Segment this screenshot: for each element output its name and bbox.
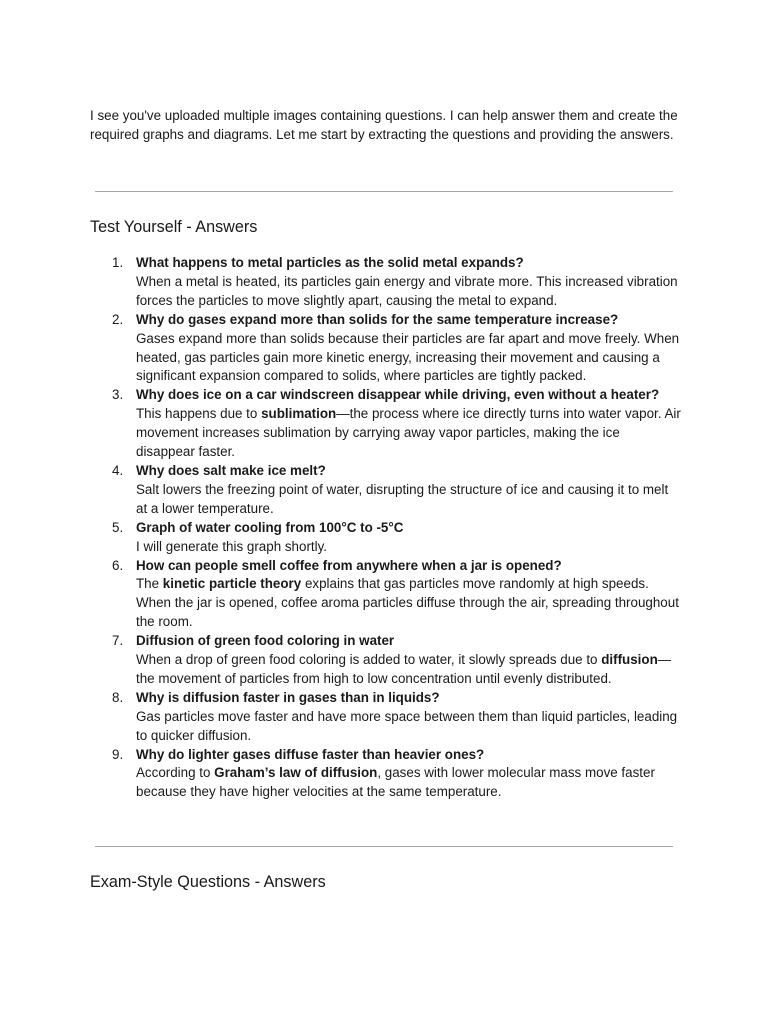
answer-text <box>136 651 682 689</box>
answer-text <box>136 273 682 311</box>
question-text: Why does ice on a car windscreen disappear while driving, even without a heater? <box>136 387 660 403</box>
answer-key-term: Graham’s law of diffusion <box>214 765 378 781</box>
section-divider <box>95 846 673 847</box>
answer-key-term: kinetic particle theory <box>162 576 302 592</box>
answer-item <box>112 746 682 803</box>
answer-text-part: Gases expand more than solids because their particles are far apart and move freely. When heated, gas particles gain more kinetic energy, increasing their movement and causing a significant expansion compared to solids, where particles are tightly packed. <box>136 330 680 384</box>
question-text: How can people smell coffee from anywhere when a jar is opened? <box>136 557 562 573</box>
answer-item <box>112 519 682 557</box>
question-text: Why do gases expand more than solids for the same temperature increase? <box>136 311 619 327</box>
item-number: 9. <box>112 746 124 762</box>
item-number: 5. <box>112 519 124 535</box>
answer-text-part: This happens due to <box>136 406 262 422</box>
answer-text <box>136 764 682 802</box>
question-text: Why do lighter gases diffuse faster than heavier ones? <box>136 746 485 762</box>
answer-text-part: When a drop of green food coloring is added to water, it slowly spreads due to <box>136 652 602 668</box>
answer-text-part: —the process where ice directly turns into water vapor. Air movement increases sublimation by carrying away vapor particles, making the ice disappear faster. <box>136 406 681 460</box>
answer-item <box>112 557 682 633</box>
answer-text <box>136 538 682 557</box>
question-text: Graph of water cooling from 100°C to -5°C <box>136 519 404 535</box>
item-number: 4. <box>112 462 124 478</box>
answer-item <box>112 689 682 746</box>
answer-text <box>136 708 682 746</box>
answers-list <box>112 254 682 802</box>
question-text: Why does salt make ice melt? <box>136 462 326 478</box>
answer-text <box>136 575 682 632</box>
answer-key-term: diffusion <box>601 652 658 668</box>
answer-item <box>112 462 682 519</box>
answer-text-part: I will generate this graph shortly. <box>136 538 328 554</box>
answer-text <box>136 481 682 519</box>
item-number: 1. <box>112 255 124 270</box>
question-text: What happens to metal particles as the solid metal expands? <box>136 255 524 270</box>
answer-text-part: —the movement of particles from high to low concentration until evenly distributed. <box>136 652 672 686</box>
question-text: Why is diffusion faster in gases than in liquids? <box>136 689 440 705</box>
answer-text-part: The <box>136 576 163 592</box>
answer-item <box>112 632 682 689</box>
section-divider <box>95 191 673 192</box>
answer-text-part: explains that gas particles move randomly at high speeds. When the jar is opened, coffee aroma particles diffuse through the air, spreading throughout the room. <box>136 576 679 630</box>
item-number: 6. <box>112 557 124 573</box>
answer-text <box>136 405 682 462</box>
answer-key-term: sublimation <box>261 406 337 422</box>
answer-text-part: Gas particles move faster and have more space between them than liquid particles, leading to quicker diffusion. <box>136 708 678 743</box>
answer-text-part: When a metal is heated, its particles gain energy and vibrate more. This increased vibration forces the particles to move slightly apart, causing the metal to expand. <box>136 273 678 308</box>
answer-item <box>112 311 682 387</box>
answer-text-part: , gases with lower molecular mass move faster because they have higher velocities at the same temperature. <box>136 765 655 800</box>
item-number: 3. <box>112 387 124 403</box>
item-number: 8. <box>112 689 124 705</box>
question-text: Diffusion of green food coloring in water <box>136 633 395 649</box>
intro-paragraph: I see you've uploaded multiple images containing questions. I can help answer them and create the required graphs and diagrams. Let me start by extracting the questions and providing the answers. <box>90 108 678 142</box>
section-heading-exam-style: Exam-Style Questions - Answers <box>90 873 326 891</box>
item-number: 2. <box>112 311 124 327</box>
item-number: 7. <box>112 633 124 649</box>
answer-text-part: According to <box>136 765 215 781</box>
section-heading-test-yourself: Test Yourself - Answers <box>90 218 258 236</box>
answer-item <box>112 386 682 462</box>
answer-text-part: Salt lowers the freezing point of water, disrupting the structure of ice and causing it to melt at a lower temperature. <box>136 481 669 516</box>
answer-item <box>112 254 682 311</box>
answer-text <box>136 330 682 387</box>
